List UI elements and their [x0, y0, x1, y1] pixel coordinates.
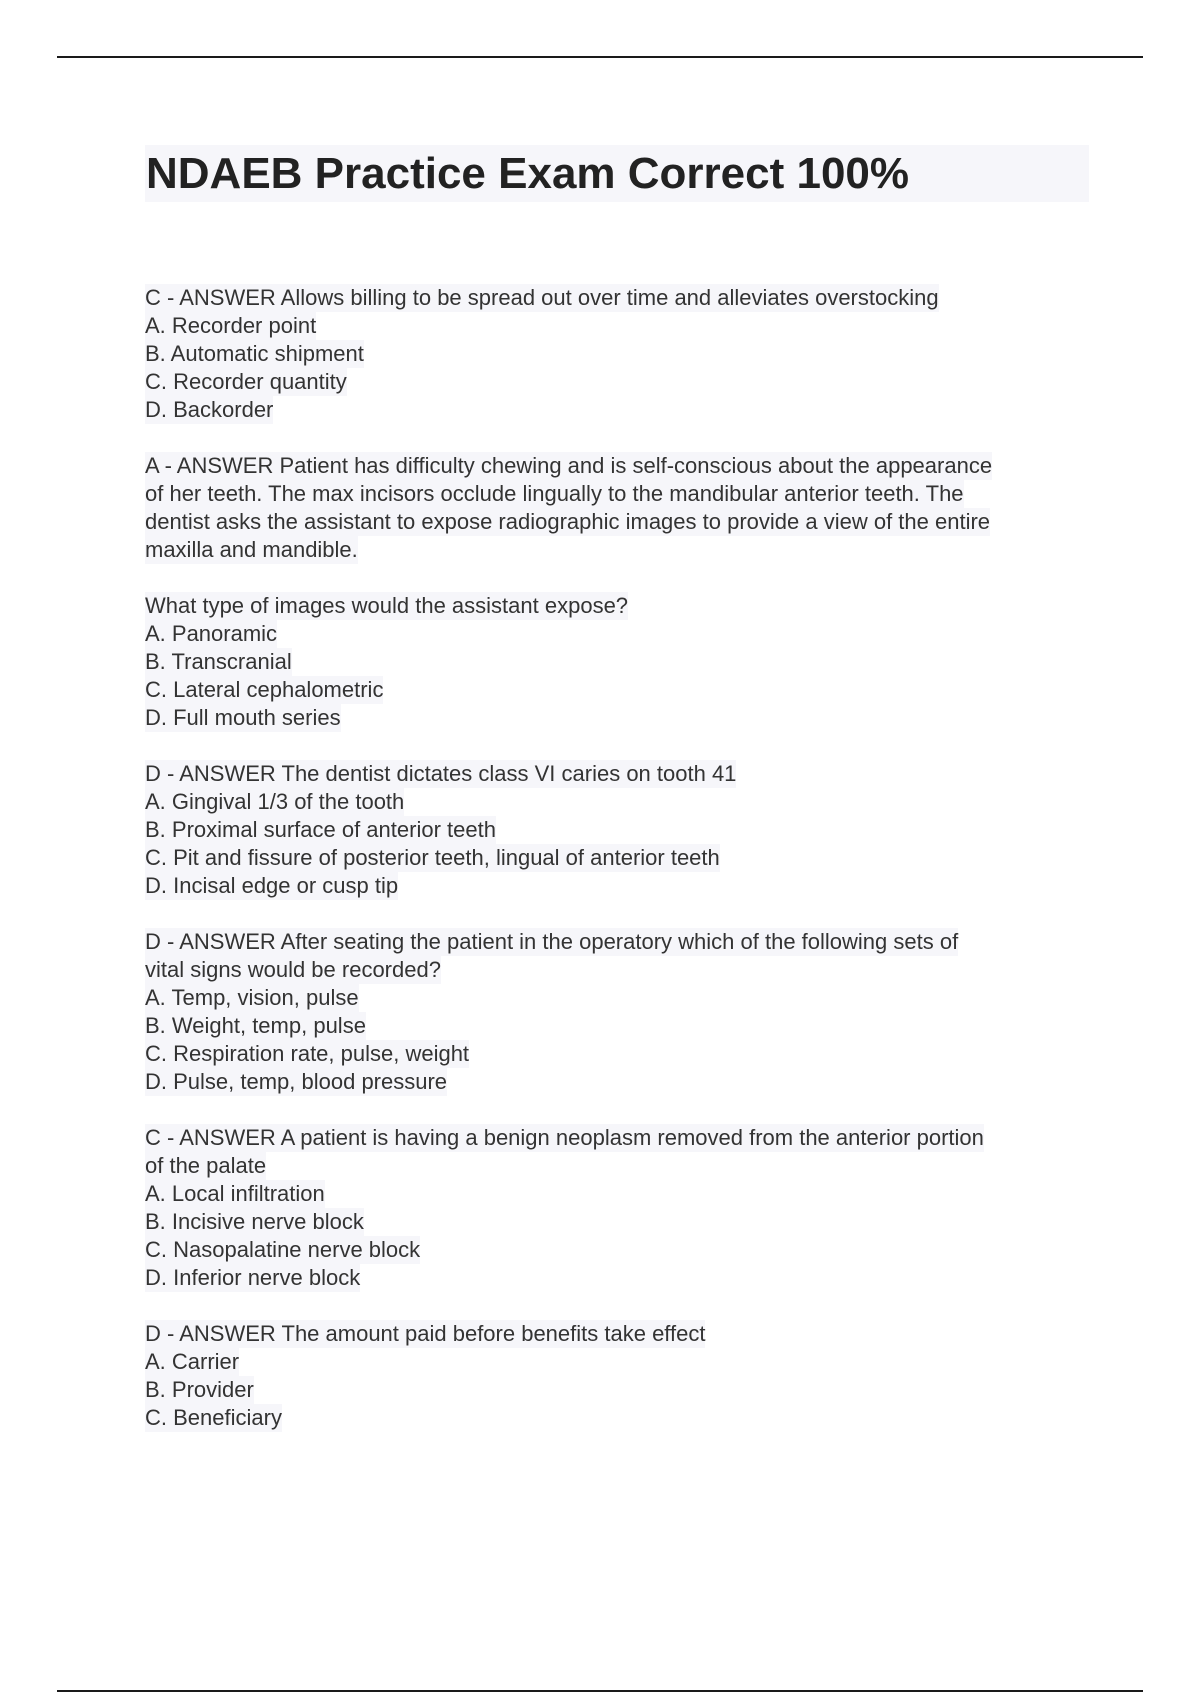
option-line: C. Nasopalatine nerve block [145, 1237, 421, 1262]
paragraph-gap [145, 564, 1095, 592]
option-line: A. Gingival 1/3 of the tooth [145, 789, 405, 814]
option-line: D. Full mouth series [145, 705, 341, 730]
question-block-6 [145, 1320, 1095, 1432]
option-line: C. Lateral cephalometric [145, 677, 384, 702]
question-block-2 [145, 452, 1095, 732]
bottom-rule [57, 1690, 1143, 1692]
question-stem: of her teeth. The max incisors occlude lingually to the mandibular anterior teeth. The [145, 481, 964, 506]
question-stem: vital signs would be recorded? [145, 957, 441, 982]
option-line: D. Backorder [145, 397, 274, 422]
question-stem: dentist asks the assistant to expose radiographic images to provide a view of the entire [145, 509, 991, 534]
question-block-3 [145, 760, 1095, 900]
option-line: C. Beneficiary [145, 1405, 282, 1430]
option-line: D. Inferior nerve block [145, 1265, 361, 1290]
option-line: D. Pulse, temp, blood pressure [145, 1069, 448, 1094]
option-line: C. Recorder quantity [145, 369, 347, 394]
question-stem: A - ANSWER Patient has difficulty chewing and is self-conscious about the appearance [145, 453, 993, 478]
page-title: NDAEB Practice Exam Correct 100% [146, 149, 910, 198]
option-line: A. Panoramic [145, 621, 278, 646]
option-line: B. Automatic shipment [145, 341, 364, 366]
document-body [145, 284, 1095, 1460]
question-stem: C - ANSWER A patient is having a benign neoplasm removed from the anterior portion [145, 1125, 984, 1150]
top-rule [57, 56, 1143, 58]
option-line: B. Transcranial [145, 649, 292, 674]
option-line: A. Local infiltration [145, 1181, 325, 1206]
option-line: C. Pit and fissure of posterior teeth, lingual of anterior teeth [145, 845, 720, 870]
option-line: B. Weight, temp, pulse [145, 1013, 366, 1038]
question-stem: D - ANSWER The amount paid before benefits take effect [145, 1321, 706, 1346]
question-stem: maxilla and mandible. [145, 537, 358, 562]
question-prompt: What type of images would the assistant expose? [145, 593, 629, 618]
option-line: A. Temp, vision, pulse [145, 985, 359, 1010]
question-block-4 [145, 928, 1095, 1096]
option-line: A. Carrier [145, 1349, 240, 1374]
option-line: C. Respiration rate, pulse, weight [145, 1041, 470, 1066]
question-stem: D - ANSWER The dentist dictates class VI caries on tooth 41 [145, 761, 737, 786]
option-line: A. Recorder point [145, 313, 317, 338]
option-line: D. Incisal edge or cusp tip [145, 873, 399, 898]
option-line: B. Proximal surface of anterior teeth [145, 817, 496, 842]
question-stem: of the palate [145, 1153, 267, 1178]
question-stem: D - ANSWER After seating the patient in the operatory which of the following sets of [145, 929, 959, 954]
option-line: B. Provider [145, 1377, 254, 1402]
option-line: B. Incisive nerve block [145, 1209, 364, 1234]
question-stem: C - ANSWER Allows billing to be spread out over time and alleviates overstocking [145, 285, 939, 310]
question-block-5 [145, 1124, 1095, 1292]
question-block-1 [145, 284, 1095, 424]
